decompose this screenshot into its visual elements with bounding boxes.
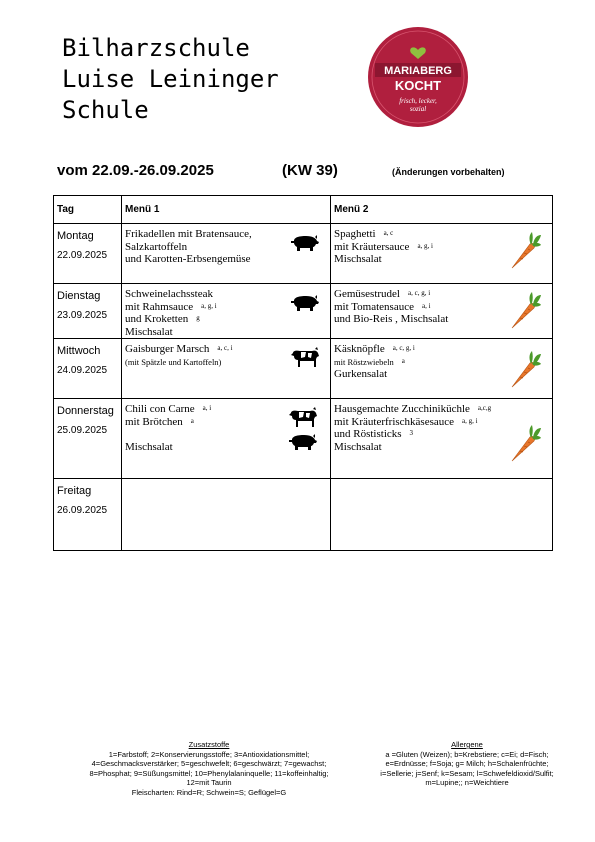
pig-icon xyxy=(290,294,320,316)
menu1-cell xyxy=(122,224,331,284)
meat-types-line: Fleischarten: Rind=R; Schwein=S; Geflügel=G xyxy=(131,787,287,797)
day-name: Mittwoch xyxy=(57,345,101,357)
header-menu2: Menü 2 xyxy=(331,196,553,224)
allergen-codes: a xyxy=(190,416,194,425)
dish-text: mit Kräuterfrischkäsesauce xyxy=(334,415,455,428)
menu2-cell xyxy=(331,479,553,551)
table-row xyxy=(54,399,553,479)
allergens-line: e=Erdnüsse; f=Soja; g= Milch; h=Schalenfrüchte; xyxy=(385,759,549,769)
carrot-icon xyxy=(508,423,542,467)
allergen-codes: a, c xyxy=(383,229,394,237)
dish-text: (mit Spätzle und Kartoffeln) xyxy=(125,356,222,367)
day-date: 22.09.2025 xyxy=(57,250,108,261)
menu1-cell xyxy=(122,339,331,399)
dish-text: Mischsalat xyxy=(125,325,173,338)
changes-note: (Änderungen vorbehalten) xyxy=(392,167,505,177)
allergen-codes: a, g, i xyxy=(201,301,217,310)
dish-text: Gurkensalat xyxy=(334,368,388,380)
additives-line: 12=mit Taurin xyxy=(186,778,232,788)
allergen-codes: a, g, i xyxy=(462,416,478,425)
week-range: vom 22.09.-26.09.2025 xyxy=(57,162,214,179)
dish-text: Mischsalat xyxy=(334,253,382,265)
allergens-legend xyxy=(362,740,572,788)
mariaberg-kocht-logo xyxy=(367,26,469,128)
dish-text: Mischsalat xyxy=(334,440,382,453)
menu1-cell xyxy=(122,284,331,339)
dish-text: Gaisburger Marsch xyxy=(125,343,210,355)
school-name-line: Luise Leininger xyxy=(62,65,279,93)
header-menu1: Menü 1 xyxy=(122,196,331,224)
allergens-line: i=Sellerie; j=Senf; k=Sesam; l=Schwefeldioxid/Sulfit; xyxy=(380,768,554,778)
dish-text: Frikadellen mit Bratensauce, xyxy=(125,228,252,240)
additives-legend xyxy=(60,740,358,798)
allergen-codes: a, i xyxy=(202,404,212,412)
allergen-codes: a, c, g, i xyxy=(392,344,415,352)
menu2-cell xyxy=(331,284,553,339)
menu2-cell xyxy=(331,224,553,284)
allergen-codes: g xyxy=(196,314,200,322)
cow-icon xyxy=(290,347,320,373)
dish-line xyxy=(334,403,552,416)
dish-text: und Bio-Reis , Mischsalat xyxy=(334,313,449,325)
carrot-icon xyxy=(508,230,542,274)
additives-line: 8=Phosphat; 9=Süßungsmittel; 10=Phenylalaninquelle; 11=koffeinhaltig; xyxy=(89,768,329,778)
allergen-codes: a,c,g xyxy=(477,404,492,412)
school-name xyxy=(62,33,279,126)
allergen-codes: a xyxy=(401,356,405,365)
school-name-line: Schule xyxy=(62,96,149,124)
dish-text: und Karotten-Erbsengemüse xyxy=(125,253,251,265)
dish-text: Chili con Carne xyxy=(125,403,195,415)
allergens-line: a =Gluten (Weizen); b=Krebstiere; c=Ei; d=Fisch; xyxy=(385,749,549,759)
allergen-codes: a, g, i xyxy=(417,241,433,250)
dish-line xyxy=(125,326,330,339)
table-row xyxy=(54,284,553,339)
logo-top-text: MARIABERG xyxy=(384,65,452,77)
allergen-codes: a, c, i xyxy=(217,344,233,352)
carrot-icon xyxy=(508,290,542,334)
dish-text: Salzkartoffeln xyxy=(125,240,188,253)
allergens-line: m=Lupine;; n=Weichtiere xyxy=(425,778,509,788)
day-date: 25.09.2025 xyxy=(57,425,108,436)
dish-text: mit Kräutersauce xyxy=(334,240,410,253)
pig-icon xyxy=(290,234,320,256)
dish-text: Hausgemachte Zucchiniküchle xyxy=(334,403,470,415)
day-date: 23.09.2025 xyxy=(57,310,108,321)
day-date: 24.09.2025 xyxy=(57,365,108,376)
day-cell xyxy=(54,224,122,284)
header-day: Tag xyxy=(54,196,122,224)
calendar-week: (KW 39) xyxy=(282,162,338,179)
day-date: 26.09.2025 xyxy=(57,505,108,516)
day-cell xyxy=(54,399,122,479)
dish-text: Schweinelachssteak xyxy=(125,288,213,300)
menu1-cell xyxy=(122,479,331,551)
table-row xyxy=(54,339,553,399)
allergens-title: Allergene xyxy=(451,740,483,749)
dish-text: Mischsalat xyxy=(125,440,173,453)
additives-line: 4=Geschmacksverstärker; 5=geschwefelt; 6=geschwärzt; 7=gewachst; xyxy=(91,759,327,769)
menu-table xyxy=(53,195,553,551)
day-name: Freitag xyxy=(57,485,92,497)
additives-title: Zusatzstoffe xyxy=(188,740,230,749)
logo-tagline: sozial xyxy=(409,105,427,113)
day-cell xyxy=(54,284,122,339)
dish-text: mit Rahmsauce xyxy=(125,300,194,313)
pig-icon xyxy=(288,433,318,455)
dish-text: und Röstisticks xyxy=(334,428,402,440)
allergen-codes: 3 xyxy=(409,429,414,437)
school-name-line: Bilharzschule xyxy=(62,34,250,62)
allergen-codes: a, i xyxy=(421,301,431,310)
carrot-icon xyxy=(508,349,542,393)
dish-text: Käsknöpfle xyxy=(334,343,385,355)
day-name: Montag xyxy=(57,230,94,242)
cow-icon xyxy=(288,407,318,433)
day-name: Donnerstag xyxy=(57,405,114,417)
menu2-cell xyxy=(331,339,553,399)
dish-text: mit Brötchen xyxy=(125,415,183,428)
table-header-row xyxy=(54,196,553,224)
additives-line: 1=Farbstoff; 2=Konservierungsstoffe; 3=Antioxidationsmittel; xyxy=(108,749,310,759)
day-name: Dienstag xyxy=(57,290,101,302)
menu2-cell xyxy=(331,399,553,479)
allergen-codes: a, c, g, i xyxy=(407,289,431,297)
table-row xyxy=(54,224,553,284)
table-row xyxy=(54,479,553,551)
dish-text: und Kroketten xyxy=(125,313,189,325)
dish-text: Gemüsestrudel xyxy=(334,288,400,300)
day-cell xyxy=(54,479,122,551)
menu1-cell xyxy=(122,399,331,479)
dish-text: mit Röstzwiebeln xyxy=(334,356,394,367)
dish-text: Spaghetti xyxy=(334,228,376,240)
logo-bottom-text: KOCHT xyxy=(394,78,442,93)
logo-tagline: frisch, lecker, xyxy=(399,97,437,105)
day-cell xyxy=(54,339,122,399)
dish-text: mit Tomatensauce xyxy=(334,300,414,313)
